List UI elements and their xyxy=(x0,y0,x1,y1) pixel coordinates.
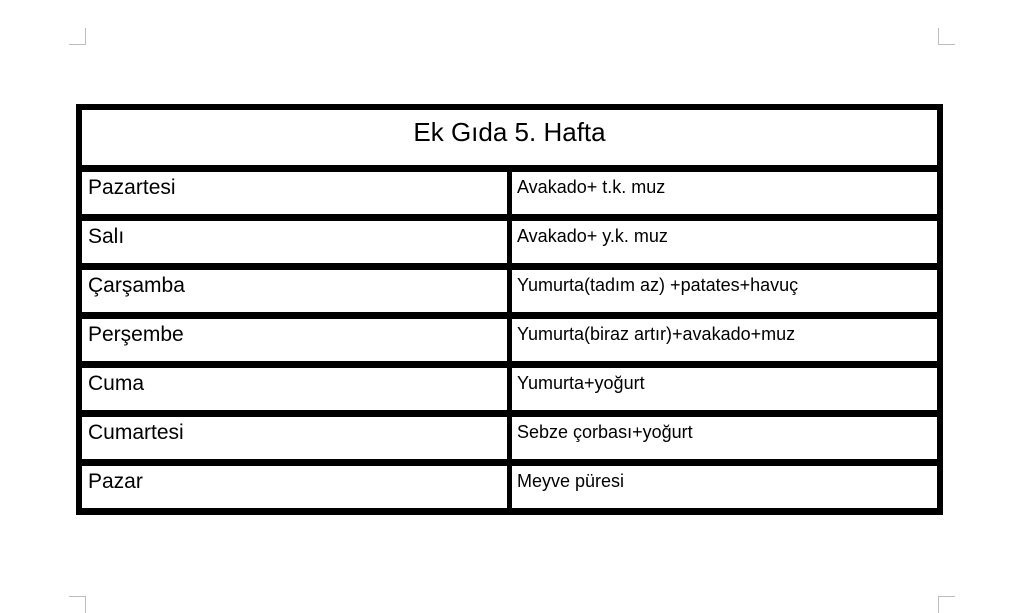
crop-mark-bottom-left xyxy=(69,596,86,613)
food-cell: Sebze çorbası+yoğurt xyxy=(512,417,937,459)
table-title: Ek Gıda 5. Hafta xyxy=(82,110,937,165)
crop-mark-bottom-right xyxy=(938,596,955,613)
day-cell: Pazartesi xyxy=(82,172,507,214)
day-cell: Perşembe xyxy=(82,319,507,361)
day-cell: Pazar xyxy=(82,466,507,508)
day-cell: Cumartesi xyxy=(82,417,507,459)
food-cell: Yumurta(biraz artır)+avakado+muz xyxy=(512,319,937,361)
food-cell: Avakado+ y.k. muz xyxy=(512,221,937,263)
crop-mark-top-right xyxy=(938,28,955,45)
food-cell: Yumurta(tadım az) +patates+havuç xyxy=(512,270,937,312)
food-cell: Meyve püresi xyxy=(512,466,937,508)
day-cell: Cuma xyxy=(82,368,507,410)
crop-mark-top-left xyxy=(69,28,86,45)
food-cell: Avakado+ t.k. muz xyxy=(512,172,937,214)
food-cell: Yumurta+yoğurt xyxy=(512,368,937,410)
day-cell: Salı xyxy=(82,221,507,263)
day-cell: Çarşamba xyxy=(82,270,507,312)
weekly-food-table xyxy=(76,104,943,515)
